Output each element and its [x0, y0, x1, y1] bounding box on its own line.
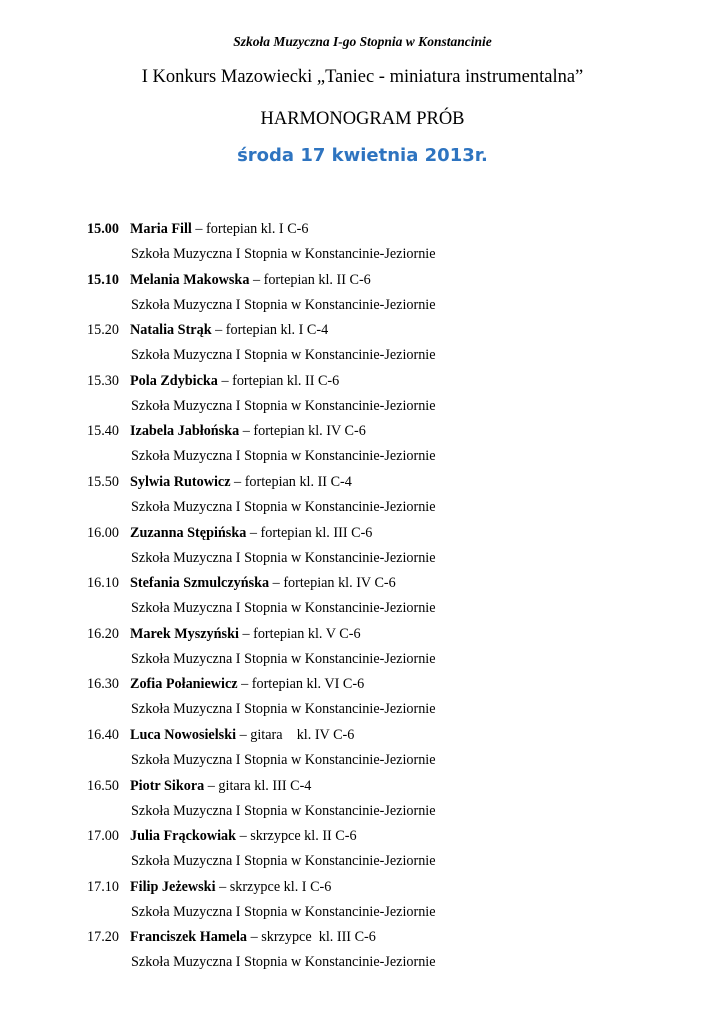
- performer-name: Zuzanna Stępińska: [130, 524, 247, 541]
- schedule-entry: [87, 927, 687, 978]
- performer-name: Maria Fill: [130, 221, 192, 237]
- instrument-class: – gitara kl. IV C-6: [236, 726, 355, 743]
- instrument-class: – fortepian kl. II C-6: [249, 271, 371, 288]
- performer-name: Franciszek Hamela: [130, 929, 248, 946]
- entry-school: Szkoła Muzyczna I Stopnia w Konstancinie-Jeziornie: [131, 397, 436, 414]
- schedule-entry: [87, 320, 687, 371]
- entry-main-line: [87, 320, 687, 345]
- schedule-entry: [87, 523, 687, 574]
- entry-time: 15.00: [87, 221, 119, 237]
- entry-school: Szkoła Muzyczna I Stopnia w Konstancinie-Jeziornie: [131, 498, 436, 515]
- entry-time: 15.30: [87, 372, 119, 389]
- entry-time: 15.40: [87, 423, 119, 440]
- entry-school: Szkoła Muzyczna I Stopnia w Konstancinie-Jeziornie: [131, 802, 436, 819]
- performer-name: Julia Frąckowiak: [130, 828, 237, 845]
- entry-time: 17.10: [87, 878, 119, 895]
- entry-time: 15.50: [87, 473, 119, 490]
- entry-main-line: [87, 371, 687, 396]
- instrument-class: – skrzypce kl. III C-6: [247, 929, 376, 946]
- entry-time: 16.30: [87, 676, 119, 693]
- entry-time: 15.10: [87, 271, 119, 288]
- instrument-class: – fortepian kl. II C-4: [230, 473, 352, 490]
- entry-school: Szkoła Muzyczna I Stopnia w Konstancinie-Jeziornie: [131, 650, 436, 667]
- schedule-entry: [87, 421, 687, 472]
- performer-name: Sylwia Rutowicz: [130, 473, 231, 490]
- entry-main-line: [87, 877, 687, 902]
- entry-school: Szkoła Muzyczna I Stopnia w Konstancinie-Jeziornie: [131, 903, 436, 920]
- entry-school: Szkoła Muzyczna I Stopnia w Konstancinie-Jeziornie: [131, 448, 436, 465]
- schedule-entry: [87, 826, 687, 877]
- entry-main-line: [87, 826, 687, 851]
- entry-main-line: [87, 725, 687, 750]
- performer-name: Natalia Strąk: [130, 322, 212, 339]
- page-title: HARMONOGRAM PRÓB: [260, 109, 465, 129]
- schedule-entry: [87, 624, 687, 675]
- performer-name: Stefania Szmulczyńska: [130, 575, 270, 592]
- instrument-class: – fortepian kl. V C-6: [238, 625, 361, 642]
- schedule-entry: [87, 270, 687, 321]
- instrument-class: – skrzypce kl. II C-6: [236, 828, 357, 845]
- entry-main-line: [87, 472, 687, 497]
- entry-school: Szkoła Muzyczna I Stopnia w Konstancinie-Jeziornie: [131, 954, 436, 971]
- schedule-entry: [87, 674, 687, 725]
- entry-main-line: [87, 573, 687, 598]
- entry-time: 16.00: [87, 524, 119, 541]
- instrument-class: – skrzypce kl. I C-6: [215, 878, 332, 895]
- entry-main-line: [87, 421, 687, 446]
- entry-school: Szkoła Muzyczna I Stopnia w Konstancinie-Jeziornie: [131, 751, 436, 768]
- entry-time: 17.00: [87, 828, 119, 845]
- rehearsal-schedule: [87, 219, 687, 978]
- contest-title: I Konkurs Mazowiecki „Taniec - miniatura instrumentalna”: [141, 67, 584, 87]
- entry-school: Szkoła Muzyczna I Stopnia w Konstancinie-Jeziornie: [131, 296, 436, 313]
- entry-time: 16.10: [87, 575, 119, 592]
- entry-main-line: [87, 523, 687, 548]
- entry-time: 17.20: [87, 929, 119, 946]
- entry-main-line: [87, 776, 687, 801]
- instrument-class: – fortepian kl. I C-6: [191, 221, 309, 237]
- schedule-entry: [87, 472, 687, 523]
- entry-school: Szkoła Muzyczna I Stopnia w Konstancinie-Jeziornie: [131, 549, 436, 566]
- performer-name: Filip Jeżewski: [130, 878, 216, 895]
- entry-school: Szkoła Muzyczna I Stopnia w Konstancinie-Jeziornie: [131, 701, 436, 718]
- performer-name: Marek Myszyński: [130, 625, 239, 642]
- entry-time: 16.20: [87, 625, 119, 642]
- schedule-date: środa 17 kwietnia 2013r.: [237, 145, 488, 166]
- instrument-class: – fortepian kl. IV C-6: [269, 575, 396, 592]
- schedule-entry: [87, 219, 687, 270]
- schedule-entry: [87, 776, 687, 827]
- performer-name: Pola Zdybicka: [130, 372, 218, 389]
- entry-main-line: [87, 927, 687, 952]
- instrument-class: – gitara kl. III C-4: [204, 777, 312, 794]
- performer-name: Melania Makowska: [130, 271, 250, 288]
- instrument-class: – fortepian kl. II C-6: [217, 372, 340, 389]
- entry-time: 15.20: [87, 322, 119, 339]
- entry-school: Szkoła Muzyczna I Stopnia w Konstancinie-Jeziornie: [131, 853, 436, 870]
- instrument-class: – fortepian kl. IV C-6: [239, 423, 366, 440]
- entry-time: 16.50: [87, 777, 119, 794]
- schedule-entry: [87, 877, 687, 928]
- performer-name: Zofia Połaniewicz: [130, 676, 238, 693]
- entry-school: Szkoła Muzyczna I Stopnia w Konstancinie-Jeziornie: [131, 246, 436, 262]
- entry-school: Szkoła Muzyczna I Stopnia w Konstancinie-Jeziornie: [131, 600, 436, 617]
- schedule-entry: [87, 573, 687, 624]
- instrument-class: – fortepian kl. III C-6: [246, 524, 373, 541]
- entry-time: 16.40: [87, 726, 119, 743]
- performer-name: Piotr Sikora: [130, 777, 205, 794]
- performer-name: Izabela Jabłońska: [130, 423, 240, 440]
- schedule-entry: [87, 725, 687, 776]
- entry-school: Szkoła Muzyczna I Stopnia w Konstancinie-Jeziornie: [131, 347, 436, 364]
- performer-name: Luca Nowosielski: [130, 726, 237, 743]
- instrument-class: – fortepian kl. VI C-6: [237, 676, 365, 693]
- instrument-class: – fortepian kl. I C-4: [211, 322, 329, 339]
- entry-main-line: [87, 219, 687, 244]
- entry-main-line: [87, 624, 687, 649]
- school-header: Szkoła Muzyczna I-go Stopnia w Konstancinie: [233, 34, 492, 49]
- schedule-entry: [87, 371, 687, 422]
- entry-main-line: [87, 674, 687, 699]
- entry-main-line: [87, 270, 687, 295]
